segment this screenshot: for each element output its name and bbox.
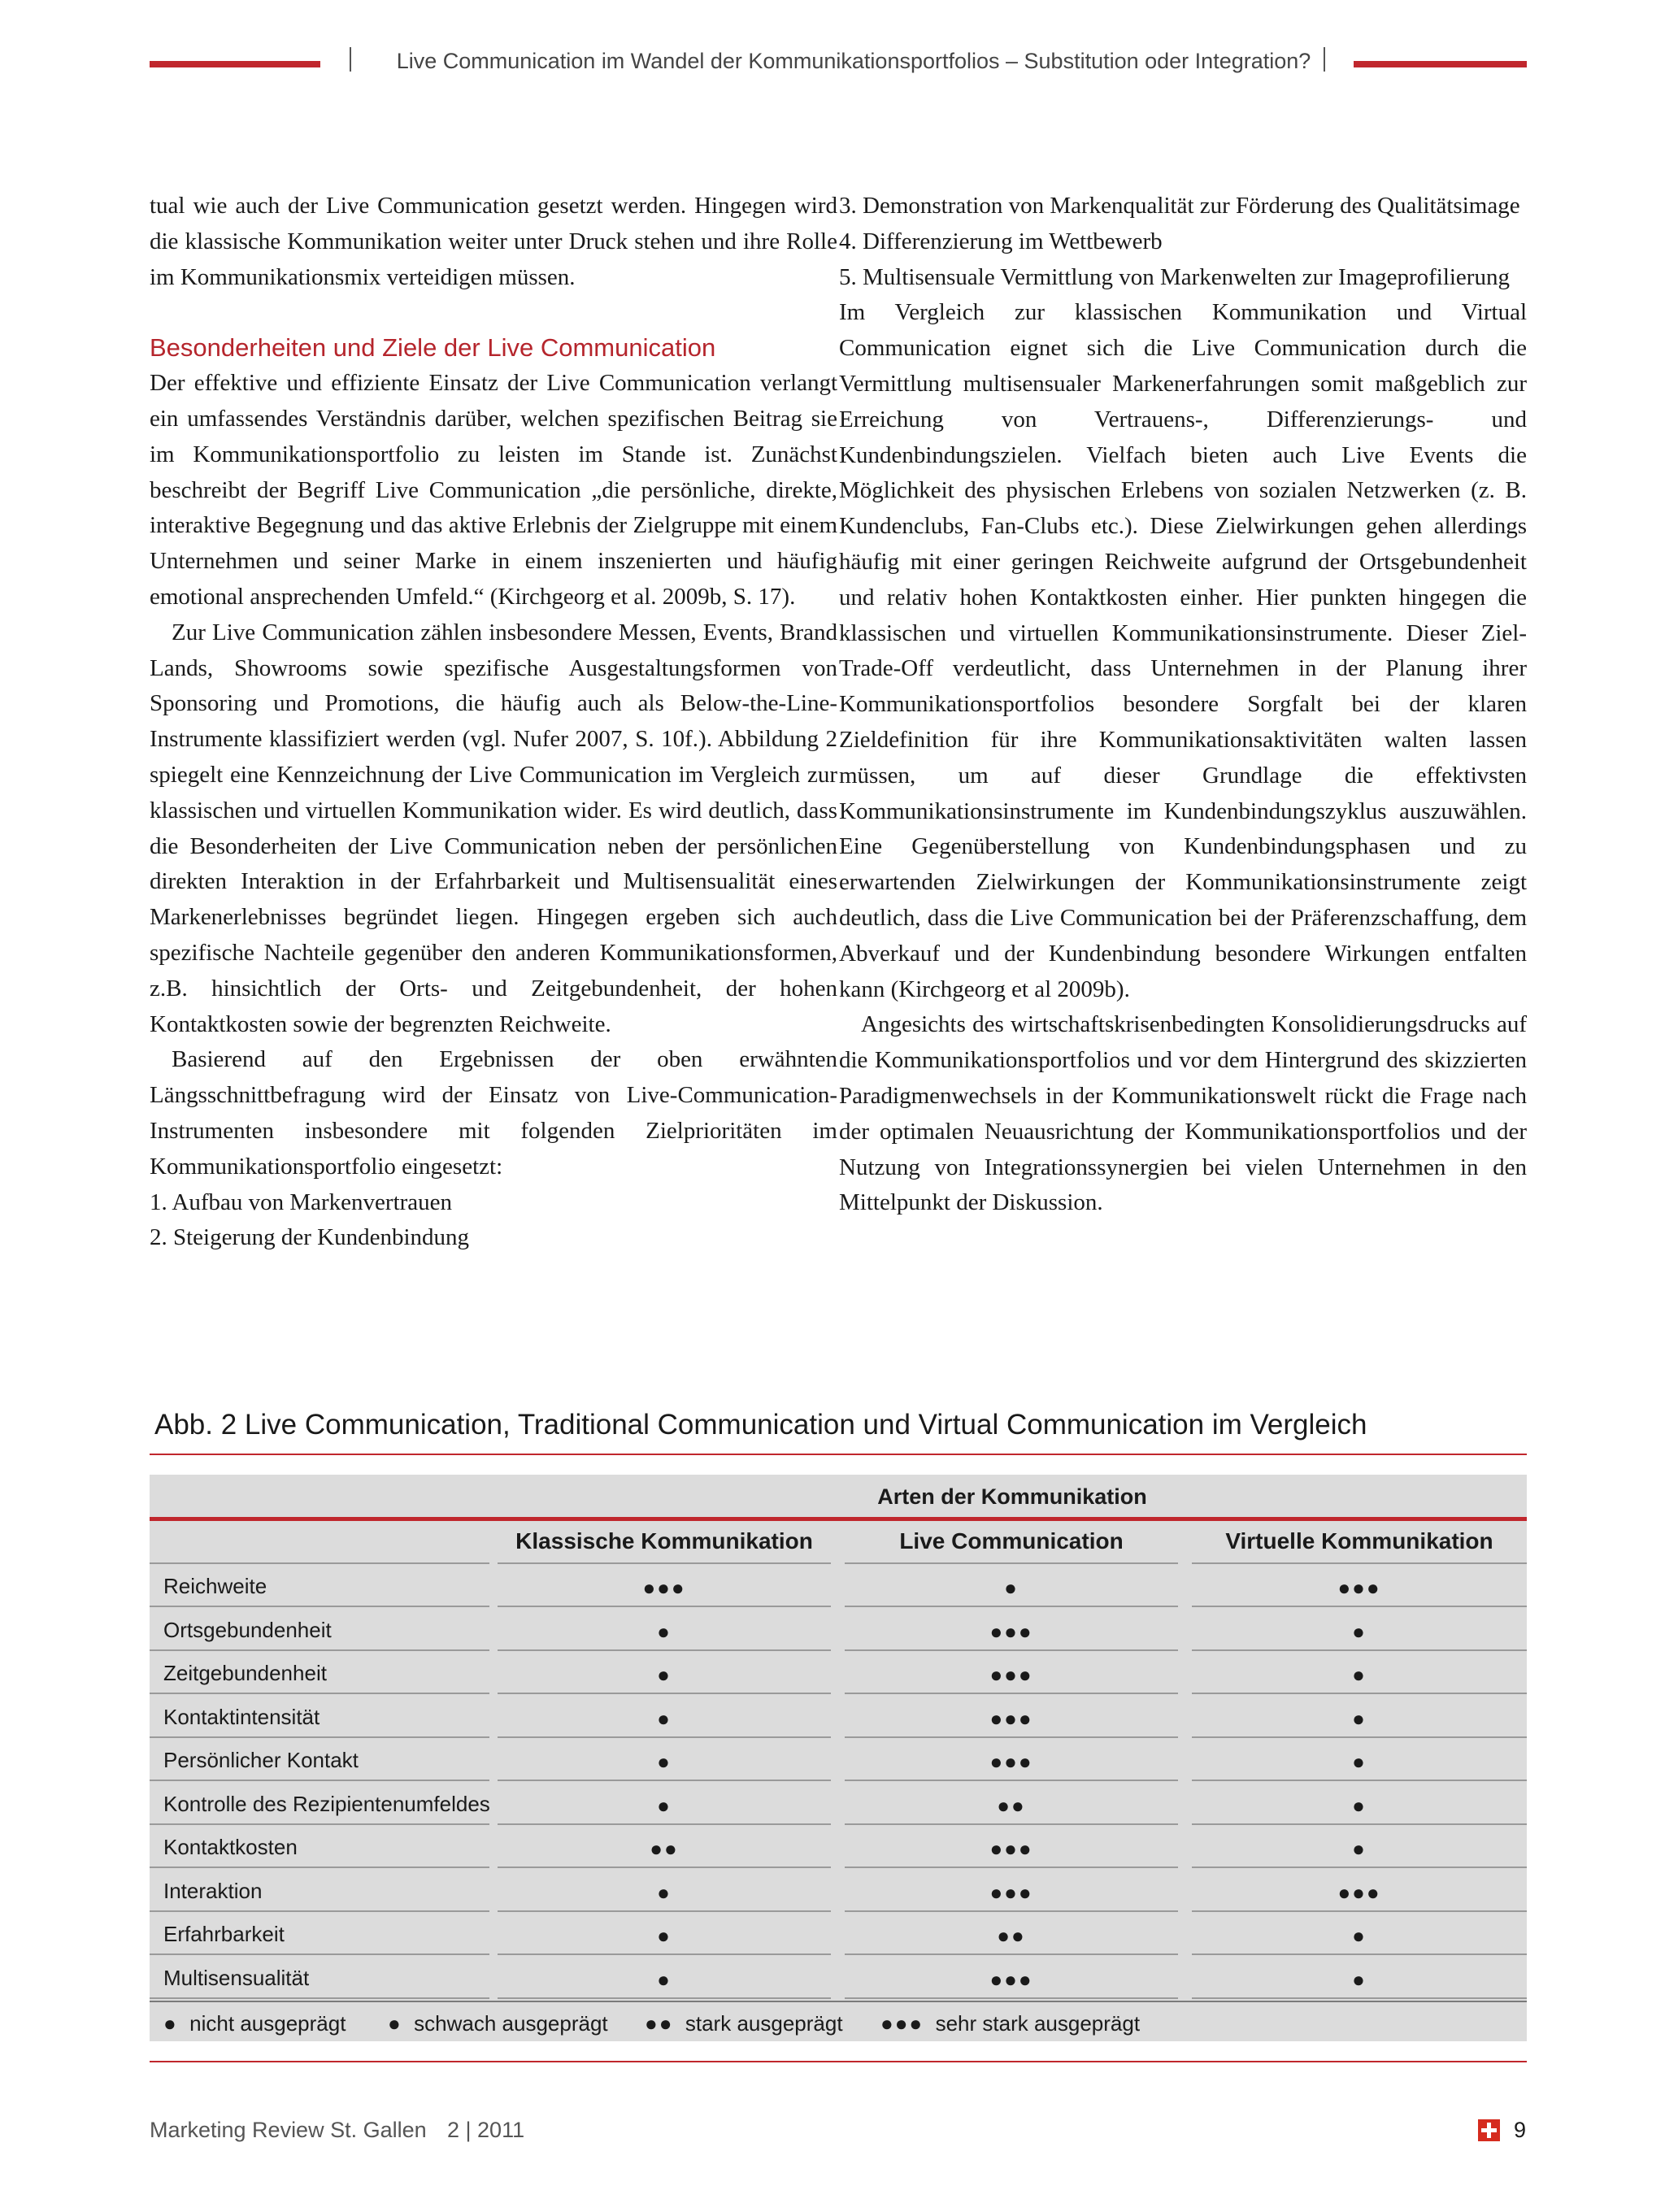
table-row <box>150 1956 1527 1999</box>
rating-cell: ●●● <box>642 1575 686 1600</box>
legend-symbol: ●●● <box>880 2011 924 2036</box>
column-header-virtuell: Virtuelle Kommunikation <box>1225 1528 1493 1554</box>
right-column <box>839 189 1527 1221</box>
row-divider <box>498 1997 831 1999</box>
figure-title: Abb. 2 Live Communication, Traditional Communication und Virtual Communication im Vergleich <box>154 1409 1367 1441</box>
legend-text: sehr stark ausgeprägt <box>935 2011 1141 2036</box>
row-divider <box>150 1997 489 1999</box>
table-row <box>150 1869 1527 1912</box>
table-row <box>150 1825 1527 1868</box>
list-item: 4. Differenzierung im Wettbewerb <box>839 228 1163 254</box>
header-rule-left <box>150 61 320 67</box>
left-intro-paragraph: tual wie auch der Live Communication gesetzt werden. Hingegen wird die klassische Kommunikation weiter unter Druck stehen und ihre Rolle im Kommunikationsmix verteidigen müssen. <box>150 193 837 290</box>
left-paragraph-2: Zur Live Communication zählen insbesondere Messen, Events, Brand Lands, Showrooms sowie spezifische Ausgestaltungsformen von Sponsoring und Promotions, die häufig auch als Below-the-Line-Instrumente klassifiziert werden (vgl. Nufer 2007, S. 10f.). Abbildung 2 spiegelt eine Kennzeichnung der Live Communication im Vergleich zur klassischen und virtuellen Kommunikation wider. Es wird deutlich, dass die Besonderheiten der Live Communication neben der persönlichen direkten Interaktion in der Erfahrbarkeit und Multisensualität eines Markenerlebnisses begründet liegen. Hingegen ergeben sich auch spezifische Nachteile gegenüber den anderen Kommunikationsformen, z.B. hinsichtlich der Orts- und Zeitgebundenheit, der hohen Kontaktkosten sowie der begrenzten Reichweite. <box>150 619 837 1037</box>
footer-journal: Marketing Review St. Gallen <box>150 2118 427 2142</box>
page-number: 9 <box>1514 2118 1527 2142</box>
list-item: 3. Demonstration von Markenqualität zur Förderung des Qualitätsimage <box>839 193 1520 219</box>
rating-cell: ● <box>657 1880 672 1905</box>
rating-cell: ● <box>657 1662 672 1687</box>
table-legend <box>163 2011 1464 2036</box>
footer-issue: 2 | 2011 <box>447 2118 525 2142</box>
table-row <box>150 1912 1527 1955</box>
rating-cell: ● <box>657 1966 672 1992</box>
row-label: Persönlicher Kontakt <box>163 1748 359 1772</box>
rating-cell: ●●● <box>989 1619 1033 1644</box>
table-bottom-rule <box>150 2061 1527 2062</box>
row-label: Ortsgebundenheit <box>163 1617 332 1642</box>
list-item: 5. Multisensuale Vermittlung von Markenwelten zur Imageprofilierung <box>839 263 1510 290</box>
rating-cell: ●●● <box>989 1966 1033 1992</box>
rating-cell: ● <box>1352 1793 1367 1818</box>
row-label: Erfahrbarkeit <box>163 1922 285 1946</box>
rating-cell: ● <box>657 1923 672 1948</box>
legend-text: schwach ausgeprägt <box>414 2011 608 2036</box>
row-label: Reichweite <box>163 1574 267 1598</box>
legend-text: nicht ausgeprägt <box>189 2011 346 2036</box>
right-paragraph-1: Im Vergleich zur klassischen Kommunikation und Virtual Communication eignet sich die Live Communication durch die Vermittlung multisensualer Markenerfahrungen somit maßgeblich zur Erreichung von Vertrauens-, Differenzierungs- und Kundenbindungszielen. Vielfach bieten auch Live Events die Möglichkeit des physischen Erlebens von sozialen Netzwerken (z. B. Kundenclubs, Fan-Clubs etc.). Diese Zielwirkungen gehen allerdings häufig mit einer geringen Reichweite aufgrund der Ortsgebundenheit und relativ hohen Kontaktkosten einher. Hier punkten hingegen die klassischen und virtuellen Kommunikationsinstrumente. Dieser Ziel-Trade-Off verdeutlicht, dass Unternehmen in der Planung ihrer Kommunikationsportfolios besondere Sorgfalt bei der klaren Zieldefinition für ihre Kommunikationsaktivitäten walten lassen müssen, um auf dieser Grundlage die effektivsten Kommunikationsinstrumente im Kundenbindungszyklus auszuwählen. Eine Gegenüberstellung von Kundenbindungsphasen und zu erwartenden Zielwirkungen der Kommunikationsinstrumente zeigt deutlich, dass die Live Communication bei der Präferenzschaffung, dem Abverkauf und der Kundenbindung besondere Wirkungen entfalten kann (Kirchgeorg et al 2009b). <box>839 299 1527 1002</box>
rating-cell: ●●● <box>989 1662 1033 1687</box>
figure-title-rule <box>150 1454 1527 1455</box>
header-separator-left <box>350 47 351 72</box>
row-label: Kontaktkosten <box>163 1835 298 1859</box>
header-separator-right <box>1324 47 1325 72</box>
row-label: Interaktion <box>163 1878 263 1903</box>
row-label: Kontaktintensität <box>163 1704 320 1729</box>
table-row <box>150 1608 1527 1651</box>
rating-cell: ●● <box>997 1793 1026 1818</box>
row-label: Kontrolle des Rezipientenumfeldes <box>163 1791 490 1816</box>
rating-cell: ● <box>1352 1749 1367 1774</box>
row-label: Zeitgebundenheit <box>163 1661 327 1685</box>
column-header-live: Live Communication <box>899 1528 1124 1554</box>
legend-symbol: ● <box>388 2011 402 2036</box>
running-header-title: Live Communication im Wandel der Kommunikationsportfolios – Substitution oder Integration? <box>396 49 1311 73</box>
rating-cell: ● <box>1352 1966 1367 1992</box>
table-row <box>150 1564 1527 1607</box>
list-item: 1. Aufbau von Markenvertrauen <box>150 1189 453 1215</box>
section-heading: Besonderheiten und Ziele der Live Communication <box>150 333 716 363</box>
rating-cell: ● <box>1352 1923 1367 1948</box>
right-paragraph-2: Angesichts des wirtschaftskrisenbedingten Konsolidierungsdrucks auf die Kommunikationsportfolios und vor dem Hintergrund des skizzierten Paradigmenwechsels in der Kommunikationswelt rückt die Frage nach der optimalen Neuausrichtung der Kommunikationsportfolios und der Nutzung von Integrationssynergien bei vielen Unternehmen in den Mittelpunkt der Diskussion. <box>839 1011 1527 1216</box>
rating-cell: ●●● <box>989 1880 1033 1905</box>
rating-cell: ●●● <box>989 1749 1033 1774</box>
legend-symbol: ● <box>163 2011 178 2036</box>
table-row <box>150 1782 1527 1825</box>
row-divider <box>845 1997 1178 1999</box>
rating-cell: ● <box>657 1749 672 1774</box>
rating-cell: ● <box>1352 1619 1367 1644</box>
rating-cell: ●●● <box>1337 1880 1381 1905</box>
row-divider <box>1192 1997 1527 1999</box>
list-item: 2. Steigerung der Kundenbindung <box>150 1224 470 1251</box>
rating-cell: ●●● <box>1337 1575 1381 1600</box>
legend-symbol: ●● <box>645 2011 674 2036</box>
legend-text: stark ausgeprägt <box>685 2011 843 2036</box>
comparison-table <box>150 1475 1527 2041</box>
rating-cell: ●●● <box>989 1706 1033 1731</box>
row-label: Multisensualität <box>163 1965 310 1990</box>
table-row <box>150 1651 1527 1694</box>
rating-cell: ● <box>657 1706 672 1731</box>
rating-cell: ● <box>1352 1706 1367 1731</box>
rating-cell: ● <box>1004 1575 1019 1600</box>
table-group-header: Arten der Kommunikation <box>877 1484 1147 1509</box>
table-row <box>150 1738 1527 1781</box>
left-paragraph-3: Basierend auf den Ergebnissen der oben erwähnten Längsschnittbefragung wird der Einsatz von Live-Communication-Instrumenten insbesondere mit folgenden Zielprioritäten im Kommunikationsportfolio eingesetzt: <box>150 1046 837 1180</box>
swiss-flag-icon <box>1478 2119 1500 2141</box>
table-header-rule <box>150 1517 1527 1521</box>
column-header-klassisch: Klassische Kommunikation <box>515 1528 813 1554</box>
table-row <box>150 1695 1527 1738</box>
rating-cell: ●● <box>997 1923 1026 1948</box>
left-column <box>150 189 837 1256</box>
rating-cell: ● <box>1352 1836 1367 1861</box>
rating-cell: ●● <box>650 1836 679 1861</box>
rating-cell: ●●● <box>989 1836 1033 1861</box>
rating-cell: ● <box>1352 1662 1367 1687</box>
header-rule-right <box>1354 61 1527 67</box>
rating-cell: ● <box>657 1619 672 1644</box>
left-paragraph-1: Der effektive und effiziente Einsatz der Live Communication verlangt ein umfassendes Verständnis darüber, welchen spezifischen Beitrag sie im Kommunikationsportfolio zu leisten im Stande ist. Zunächst beschreibt der Begriff Live Communication „die persönliche, direkte, interaktive Begegnung und das aktive Erlebnis der Zielgruppe mit einem Unternehmen und seiner Marke in einem inszenierten und häufig emotional ansprechenden Umfeld.“ (Kirchgeorg et al. 2009b, S. 17). <box>150 370 837 610</box>
legend-divider <box>150 2001 1527 2002</box>
rating-cell: ● <box>657 1793 672 1818</box>
